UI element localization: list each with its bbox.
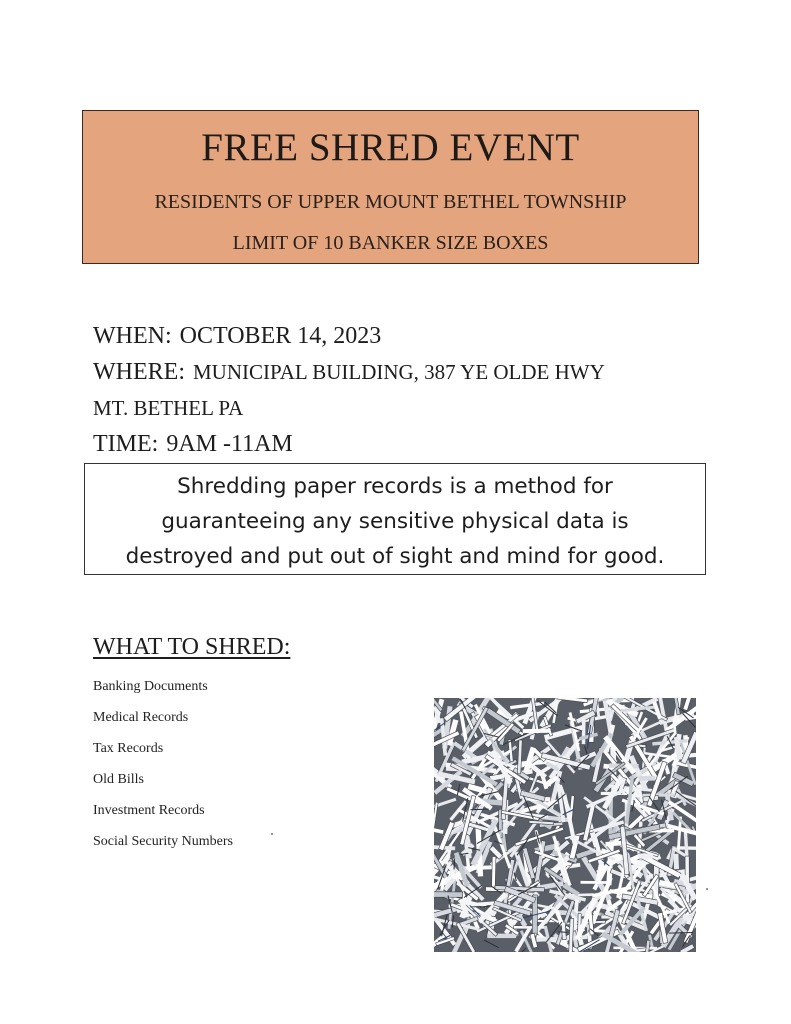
list-item: Banking Documents [93,679,208,694]
where-line-2 [93,390,605,426]
event-details [93,318,605,462]
list-item: Old Bills [93,772,144,787]
list-item: Tax Records [93,741,164,756]
event-banner [82,110,699,264]
when-value: OCTOBER 14, 2023 [179,323,382,349]
shredded-paper-photo [434,698,696,952]
where-line [93,354,605,390]
what-to-shred-heading: WHAT TO SHRED: [93,634,291,660]
info-box [84,463,706,575]
when-label: WHEN: [93,323,172,349]
time-value: 9AM -11AM [166,431,293,457]
when-line [93,318,605,354]
where-value: MUNICIPAL BUILDING, 387 YE OLDE HWY [192,360,605,384]
where-city: MT. BETHEL PA [93,396,244,420]
shredded-paper-graphic [434,698,696,952]
scan-speck [271,833,273,835]
event-title: FREE SHRED EVENT [201,126,580,169]
scan-speck [706,888,708,890]
info-line-3: destroyed and put out of sight and mind for good. [125,544,665,569]
list-item: Social Security Numbers [93,834,233,849]
time-line [93,426,605,462]
time-label: TIME: [93,431,159,457]
event-limit: LIMIT OF 10 BANKER SIZE BOXES [232,232,549,254]
where-label: WHERE: [93,359,185,385]
list-item: Investment Records [93,803,205,818]
info-line-1: Shredding paper records is a method for [177,474,613,499]
event-audience: RESIDENTS OF UPPER MOUNT BETHEL TOWNSHIP [154,191,627,213]
info-line-2: guaranteeing any sensitive physical data is [161,509,629,534]
shred-items-list [93,679,233,865]
list-item: Medical Records [93,710,189,725]
